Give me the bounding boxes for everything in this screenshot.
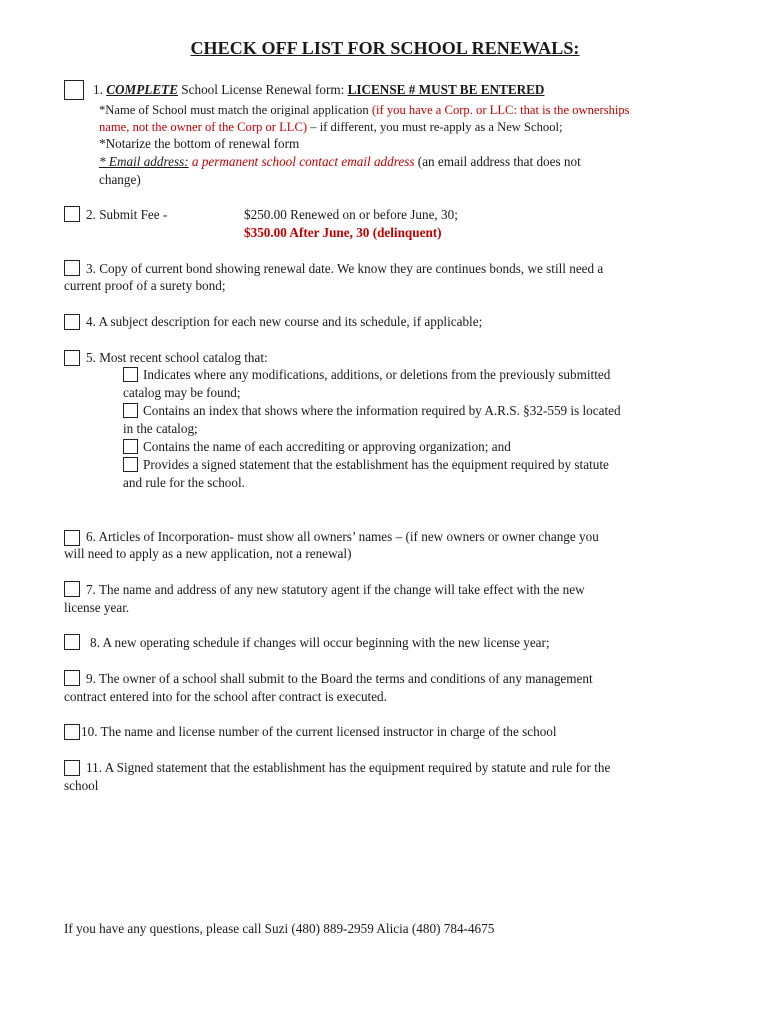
item-1-note-3b: change)	[99, 172, 141, 187]
item-5-sub-2a: Contains an index that shows where the information required by A.R.S. §32-559 is located	[143, 403, 621, 418]
item-5-sub-4b: and rule for the school.	[123, 475, 245, 490]
item-1-email-label: * Email address:	[99, 154, 189, 169]
item-5-sub-4a: Provides a signed statement that the establishment has the equipment required by statute	[143, 457, 609, 472]
item-1-text: School License Renewal form:	[178, 82, 348, 97]
item-2-fee-2: $350.00 After June, 30 (delinquent)	[244, 225, 442, 240]
page-title: CHECK OFF LIST FOR SCHOOL RENEWALS:	[190, 38, 580, 58]
item-1-line	[93, 81, 544, 99]
item-2-label: 2. Submit Fee -	[86, 207, 168, 222]
item-5-sub-1b: catalog may be found;	[123, 385, 241, 400]
item-1-email-note: a permanent school contact email address	[188, 154, 415, 169]
item-6-line-2: will need to apply as a new application, not a renewal)	[64, 546, 352, 561]
item-11-checkbox[interactable]	[64, 760, 80, 776]
item-4-text: 4. A subject description for each new course and its schedule, if applicable;	[86, 314, 483, 329]
item-10-text: 10. The name and license number of the current licensed instructor in charge of the school	[81, 724, 557, 739]
item-2-fee-1: $250.00 Renewed on or before June, 30;	[244, 207, 458, 222]
item-11-line-2: school	[64, 778, 99, 793]
item-1-note-1b-red: name, not the owner of the Corp or LLC)	[99, 120, 308, 134]
item-7-checkbox[interactable]	[64, 581, 80, 597]
item-11-line-1: 11. A Signed statement that the establishment has the equipment required by statute and rule for the	[86, 760, 611, 775]
item-5-sub-1-checkbox[interactable]	[123, 367, 138, 382]
item-5-sub-3-checkbox[interactable]	[123, 439, 138, 454]
item-1-note-3-text: (an email address that does not	[414, 154, 581, 169]
item-1-complete: COMPLETE	[106, 82, 178, 97]
item-4-checkbox[interactable]	[64, 314, 80, 330]
item-1-note-3	[99, 153, 581, 171]
item-8-text: 8. A new operating schedule if changes will occur beginning with the new license year;	[90, 635, 550, 650]
item-7-line-1: 7. The name and address of any new statutory agent if the change will take effect with the new	[86, 582, 585, 597]
footer-contact: If you have any questions, please call Suzi (480) 889-2959 Alicia (480) 784-4675	[64, 921, 495, 936]
item-9-line-2: contract entered into for the school after contract is executed.	[64, 689, 387, 704]
item-1-note-1a-text: *Name of School must match the original application	[99, 103, 372, 117]
item-5-sub-4-checkbox[interactable]	[123, 457, 138, 472]
item-5-checkbox[interactable]	[64, 350, 80, 366]
item-1-note-1a-red: (if you have a Corp. or LLC: that is the ownerships	[371, 103, 630, 117]
item-5-sub-2-checkbox[interactable]	[123, 403, 138, 418]
item-1-note-2: *Notarize the bottom of renewal form	[99, 136, 300, 151]
item-5-sub-1a: Indicates where any modifications, additions, or deletions from the previously submitted	[143, 367, 611, 382]
item-5-sub-3: Contains the name of each accrediting or approving organization; and	[143, 439, 511, 454]
item-8-checkbox[interactable]	[64, 634, 80, 650]
item-3-checkbox[interactable]	[64, 260, 80, 276]
item-1-checkbox[interactable]	[64, 80, 84, 100]
item-1-number: 1.	[93, 82, 103, 97]
item-3-line-2: current proof of a surety bond;	[64, 278, 226, 293]
item-1-license-note: LICENSE # MUST BE ENTERED	[347, 82, 545, 97]
item-5-sub-2b: in the catalog;	[123, 421, 198, 436]
item-1-note-1b-text: – if different, you must re-apply as a New School;	[307, 120, 563, 134]
item-1-note-1a	[99, 101, 630, 119]
item-7-line-2: license year.	[64, 600, 130, 615]
item-3-line-1: 3. Copy of current bond showing renewal date. We know they are continues bonds, we still need a	[86, 261, 604, 276]
item-1-note-1b	[99, 118, 563, 136]
item-6-line-1: 6. Articles of Incorporation- must show all owners’ names – (if new owners or owner change you	[86, 529, 599, 544]
item-9-line-1: 9. The owner of a school shall submit to the Board the terms and conditions of any management	[86, 671, 593, 686]
item-6-checkbox[interactable]	[64, 530, 80, 546]
item-9-checkbox[interactable]	[64, 670, 80, 686]
item-2-checkbox[interactable]	[64, 206, 80, 222]
item-5-text: 5. Most recent school catalog that:	[86, 350, 268, 365]
item-10-checkbox[interactable]	[64, 724, 80, 740]
